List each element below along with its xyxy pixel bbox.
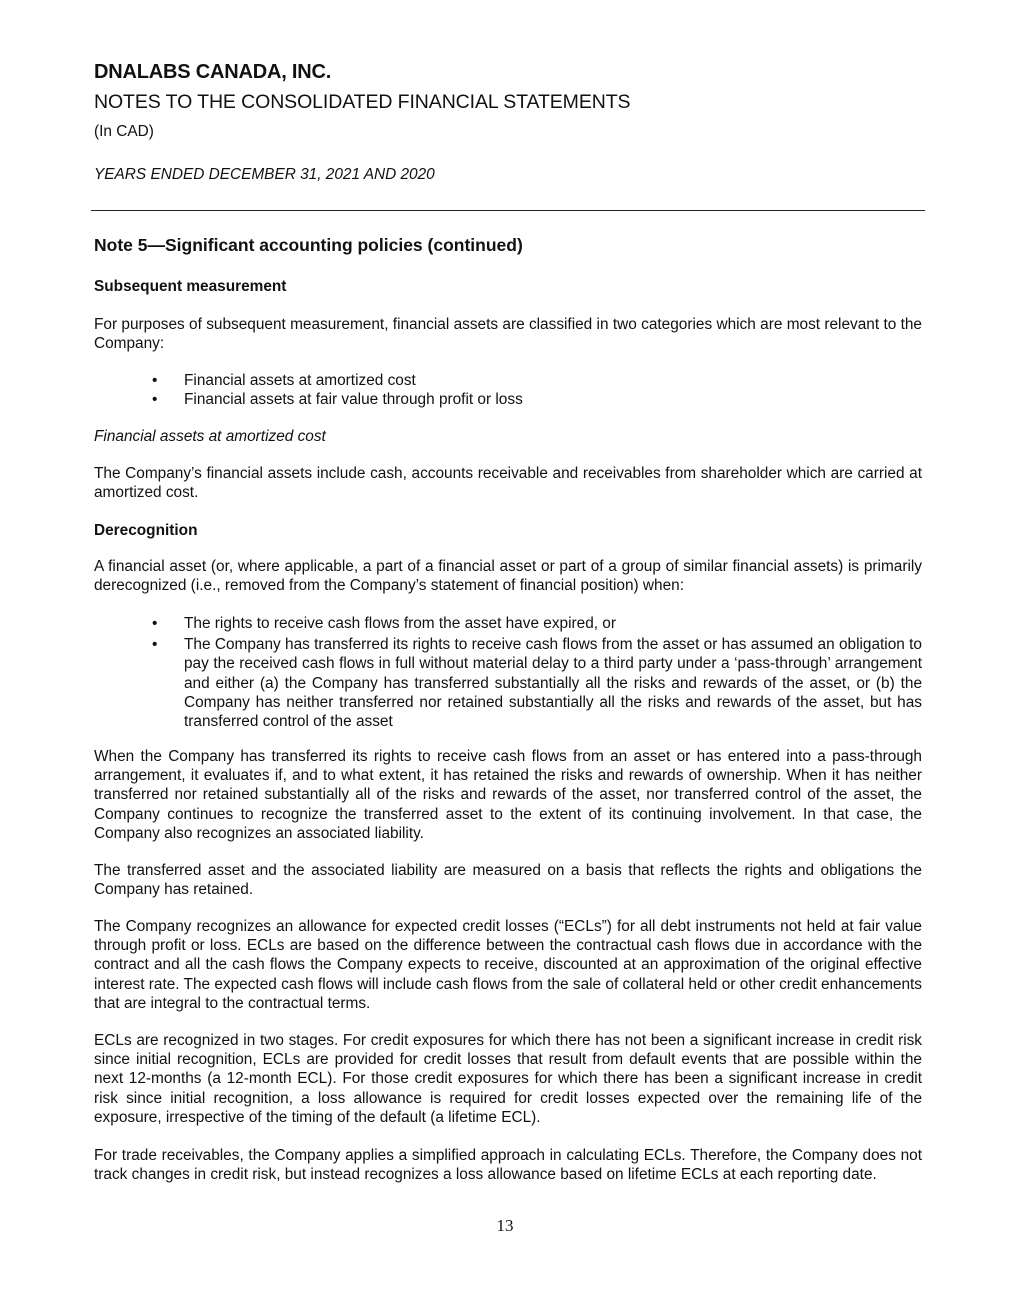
derecognition-paragraph: A financial asset (or, where applicable, a part of a financial asset or part of a group of similar financial assets) is primarily derecognized (i.e., removed from the Company’s statement of financial position) when:	[94, 558, 922, 595]
amortized-heading: Financial assets at amortized cost	[94, 428, 326, 445]
bullet-icon: •	[152, 391, 158, 409]
document-title: NOTES TO THE CONSOLIDATED FINANCIAL STATEMENTS	[94, 91, 631, 113]
derecognition-heading: Derecognition	[94, 522, 198, 539]
period: YEARS ENDED DECEMBER 31, 2021 AND 2020	[94, 166, 435, 183]
list-item	[94, 635, 922, 731]
header-divider	[91, 210, 925, 211]
note-title: Note 5—Significant accounting policies (continued)	[94, 235, 523, 255]
list-item-text: The rights to receive cash flows from the asset have expired, or	[184, 615, 616, 632]
paragraph: The transferred asset and the associated liability are measured on a basis that reflects the rights and obligations the Company has retained.	[94, 862, 922, 899]
paragraph: The Company recognizes an allowance for expected credit losses (“ECLs”) for all debt instruments not held at fair value through profit or loss. ECLs are based on the difference between the contractual cash flows due in accordance with the contract and all the cash flows the Company expects to receive, discounted at an approximation of the original effective interest rate. The expected cash flows will include cash flows from the sale of collateral held or other credit enhancements that are integral to the contractual terms.	[94, 918, 922, 1012]
list-item	[94, 614, 922, 633]
subsequent-heading: Subsequent measurement	[94, 278, 287, 295]
paragraph: ECLs are recognized in two stages. For credit exposures for which there has not been a significant increase in credit risk since initial recognition, ECLs are provided for credit losses that result from default events that are possible within the next 12-months (a 12-month ECL). For those credit exposures for which there has been a significant increase in credit risk since initial recognition, a loss allowance is required for credit losses expected over the remaining life of the exposure, irrespective of the timing of the default (a lifetime ECL).	[94, 1032, 922, 1126]
subsequent-list	[94, 371, 922, 409]
amortized-paragraph: The Company’s financial assets include cash, accounts receivable and receivables from shareholder which are carried at amortized cost.	[94, 465, 922, 502]
page-number: 13	[496, 1216, 514, 1235]
subsequent-paragraph: For purposes of subsequent measurement, financial assets are classified in two categories which are most relevant to the Company:	[94, 316, 922, 353]
bullet-icon: •	[152, 372, 158, 389]
paragraph: When the Company has transferred its rights to receive cash flows from an asset or has entered into a pass-through arrangement, it evaluates if, and to what extent, it has retained the risks and rewards of ownership. When it has neither transferred nor retained substantially all of the risks and rewards of the asset, nor transferred control of the asset, the Company continues to recognize the transferred asset to the extent of its continuing involvement. In that case, the Company also recognizes an associated liability.	[94, 748, 922, 842]
list-item	[94, 371, 922, 390]
list-item-text: Financial assets at fair value through profit or loss	[184, 391, 523, 409]
bullet-icon: •	[152, 636, 158, 654]
derecognition-list	[94, 614, 922, 731]
bullet-icon: •	[152, 615, 158, 632]
list-item	[94, 390, 922, 409]
currency-note: (In CAD)	[94, 123, 154, 140]
list-item-text: The Company has transferred its rights to receive cash flows from the asset or has assumed an obligation to pay the received cash flows in full without material delay to a third party under a ‘pass-through’ arrangement and either (a) the Company has transferred substantially all the risks and rewards of the asset, or (b) the Company has neither transferred nor retained substantially all the risks and rewards of the asset, but has transferred control of the asset	[184, 636, 922, 731]
list-item-text: Financial assets at amortized cost	[184, 372, 416, 389]
paragraph: For trade receivables, the Company applies a simplified approach in calculating ECLs. Therefore, the Company does not track changes in credit risk, but instead recognizes a loss allowance based on lifetime ECLs at each reporting date.	[94, 1147, 922, 1184]
company-name: DNALABS CANADA, INC.	[94, 61, 332, 83]
